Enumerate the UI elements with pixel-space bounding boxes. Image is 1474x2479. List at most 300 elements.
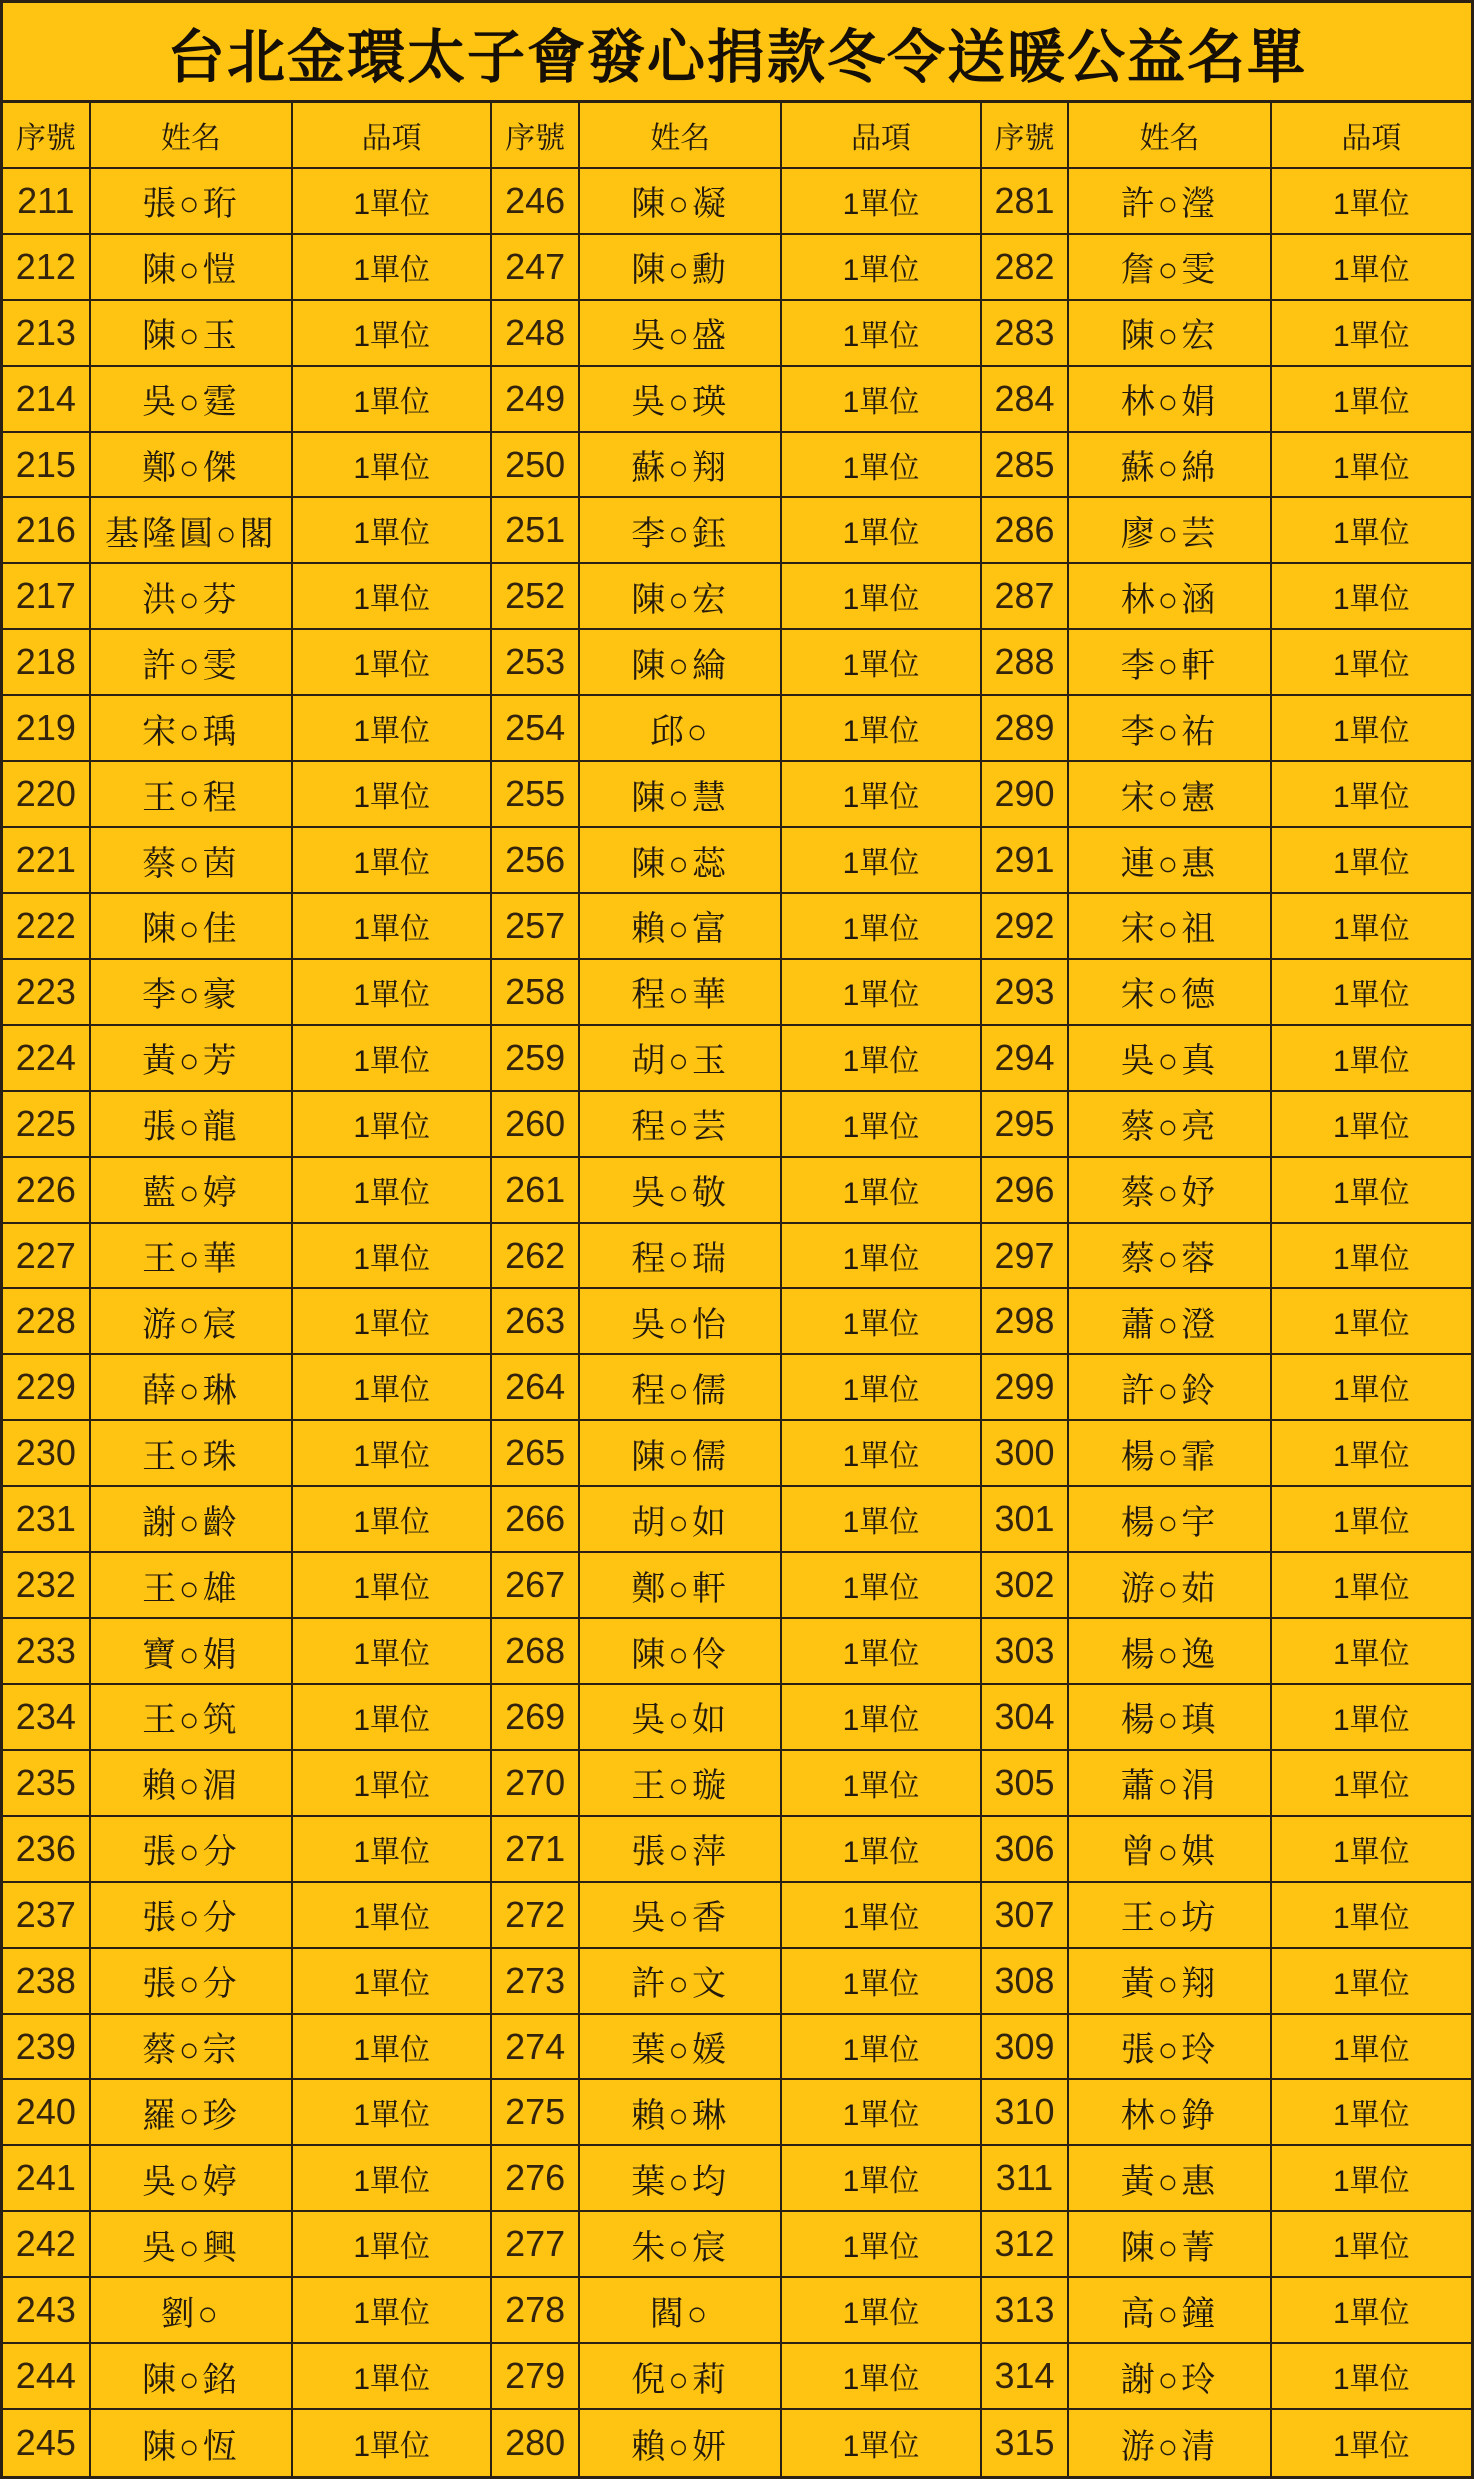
- name-cell: 陳○佳: [91, 894, 293, 960]
- name-cell: 寶○娟: [91, 1619, 293, 1685]
- serial-cell: 223: [3, 960, 91, 1026]
- item-cell: 1單位: [782, 630, 981, 696]
- item-cell: 1單位: [1332, 2430, 1410, 2464]
- serial-cell: 232: [3, 1553, 91, 1619]
- item-cell: 1單位: [782, 2146, 981, 2212]
- serial-cell: 247: [492, 235, 580, 301]
- serial-cell: 291: [982, 828, 1070, 894]
- name-cell: 廖○芸: [1069, 498, 1271, 564]
- serial-cell: 303: [982, 1619, 1070, 1685]
- item-cell: 1單位: [782, 1421, 981, 1487]
- name-cell: 吳○香: [580, 1883, 782, 1949]
- serial-cell: 217: [3, 564, 91, 630]
- serial-cell: 288: [982, 630, 1070, 696]
- item-cell: 1單位: [1272, 1685, 1471, 1751]
- item-cell: 1單位: [782, 960, 981, 1026]
- serial-cell: 275: [492, 2080, 580, 2146]
- serial-cell: 268: [492, 1619, 580, 1685]
- name-cell: 倪○莉: [580, 2344, 782, 2410]
- serial-cell: 284: [982, 367, 1070, 433]
- name-cell: 陳○銘: [91, 2344, 293, 2410]
- name-cell: 葉○媛: [580, 2015, 782, 2081]
- serial-cell: 263: [492, 1289, 580, 1355]
- serial-cell: 302: [982, 1553, 1070, 1619]
- item-cell: 1單位: [1272, 2015, 1471, 2081]
- serial-cell: 254: [492, 696, 580, 762]
- name-cell: 蘇○綿: [1069, 433, 1271, 499]
- name-cell: 賴○富: [580, 894, 782, 960]
- name-cell: 程○瑞: [580, 1224, 782, 1290]
- serial-cell: 237: [3, 1883, 91, 1949]
- serial-cell: 221: [3, 828, 91, 894]
- item-cell: 1單位: [782, 2080, 981, 2146]
- name-header: 姓名: [1069, 103, 1271, 169]
- serial-cell: 271: [492, 1817, 580, 1883]
- serial-header: 序號: [3, 103, 91, 169]
- item-cell: 1單位: [293, 1092, 492, 1158]
- item-cell: 1單位: [1272, 1289, 1471, 1355]
- donor-grid: [3, 103, 1471, 2476]
- serial-cell: 313: [982, 2278, 1070, 2344]
- item-cell: 1單位: [782, 2410, 981, 2476]
- name-cell: 吳○盛: [580, 301, 782, 367]
- serial-cell: 213: [3, 301, 91, 367]
- page-title: 台北金環太子會發心捐款冬令送暖公益名單: [3, 3, 1471, 103]
- name-cell: 王○珠: [91, 1421, 293, 1487]
- name-cell: 楊○霏: [1069, 1421, 1271, 1487]
- name-cell: 王○華: [91, 1224, 293, 1290]
- serial-header: 序號: [492, 103, 580, 169]
- name-cell: 鄭○軒: [580, 1553, 782, 1619]
- name-cell: 程○儒: [580, 1355, 782, 1421]
- serial-cell: 277: [492, 2212, 580, 2278]
- name-cell: 許○文: [580, 1949, 782, 2015]
- serial-cell: 281: [982, 169, 1070, 235]
- name-cell: 許○雯: [91, 630, 293, 696]
- item-cell: 1單位: [782, 2212, 981, 2278]
- serial-cell: 306: [982, 1817, 1070, 1883]
- serial-cell: 256: [492, 828, 580, 894]
- name-cell: 陳○凝: [580, 169, 782, 235]
- serial-cell: 242: [3, 2212, 91, 2278]
- item-cell: 1單位: [293, 367, 492, 433]
- name-cell: 蔡○妤: [1069, 1158, 1271, 1224]
- name-cell: 陳○慧: [580, 762, 782, 828]
- item-cell: 1單位: [1272, 1355, 1471, 1421]
- item-cell: 1單位: [782, 2344, 981, 2410]
- serial-cell: 272: [492, 1883, 580, 1949]
- name-cell: 李○軒: [1069, 630, 1271, 696]
- serial-cell: 261: [492, 1158, 580, 1224]
- serial-cell: 239: [3, 2015, 91, 2081]
- serial-cell: 273: [492, 1949, 580, 2015]
- item-cell: 1單位: [782, 1224, 981, 1290]
- item-cell: 1單位: [293, 1883, 492, 1949]
- serial-cell: 259: [492, 1026, 580, 1092]
- serial-cell: 240: [3, 2080, 91, 2146]
- serial-cell: 264: [492, 1355, 580, 1421]
- item-cell: 1單位: [293, 1619, 492, 1685]
- name-cell: 王○坊: [1069, 1883, 1271, 1949]
- name-cell: 黃○翔: [1069, 1949, 1271, 2015]
- name-cell: 楊○瑱: [1069, 1685, 1271, 1751]
- item-cell: 1單位: [1272, 2212, 1471, 2278]
- name-cell: 基隆圓○閣: [91, 498, 293, 564]
- item-cell: 1單位: [1272, 960, 1471, 1026]
- name-cell: 吳○如: [580, 1685, 782, 1751]
- serial-cell: 292: [982, 894, 1070, 960]
- serial-cell: 304: [982, 1685, 1070, 1751]
- item-cell: 1單位: [782, 2015, 981, 2081]
- item-cell: 1單位: [782, 1158, 981, 1224]
- item-cell: 1單位: [1272, 2080, 1471, 2146]
- name-cell: 陳○宏: [1069, 301, 1271, 367]
- item-cell: 1單位: [293, 960, 492, 1026]
- item-cell: 1單位: [1272, 696, 1471, 762]
- name-cell: 楊○宇: [1069, 1487, 1271, 1553]
- serial-cell: 286: [982, 498, 1070, 564]
- item-cell: 1單位: [1272, 1026, 1471, 1092]
- name-cell: 李○鈺: [580, 498, 782, 564]
- name-cell: 王○雄: [91, 1553, 293, 1619]
- serial-cell: 278: [492, 2278, 580, 2344]
- item-cell: 1單位: [293, 1421, 492, 1487]
- serial-cell: 238: [3, 1949, 91, 2015]
- item-cell: 1單位: [782, 2278, 981, 2344]
- serial-cell: 274: [492, 2015, 580, 2081]
- name-cell: 朱○宸: [580, 2212, 782, 2278]
- serial-cell: 285: [982, 433, 1070, 499]
- item-cell: 1單位: [1272, 433, 1471, 499]
- name-cell: 張○玲: [1069, 2015, 1271, 2081]
- item-cell: 1單位: [1272, 1487, 1471, 1553]
- item-cell: 1單位: [293, 1751, 492, 1817]
- item-cell: 1單位: [782, 1487, 981, 1553]
- item-cell: 1單位: [782, 301, 981, 367]
- item-cell: 1單位: [782, 696, 981, 762]
- name-cell: 陳○綸: [580, 630, 782, 696]
- serial-cell: 241: [3, 2146, 91, 2212]
- serial-cell: 312: [982, 2212, 1070, 2278]
- item-cell: 1單位: [1272, 2278, 1471, 2344]
- serial-cell: 214: [3, 367, 91, 433]
- name-cell: 張○珩: [91, 169, 293, 235]
- serial-cell: 219: [3, 696, 91, 762]
- serial-cell: 230: [3, 1421, 91, 1487]
- name-cell: 謝○齡: [91, 1487, 293, 1553]
- name-cell: 程○芸: [580, 1092, 782, 1158]
- name-cell: 羅○珍: [91, 2080, 293, 2146]
- name-cell: 張○分: [91, 1949, 293, 2015]
- item-cell: 1單位: [293, 2146, 492, 2212]
- item-cell: 1單位: [782, 1092, 981, 1158]
- serial-cell: 225: [3, 1092, 91, 1158]
- serial-cell: 226: [3, 1158, 91, 1224]
- item-cell: 1單位: [1272, 1224, 1471, 1290]
- item-cell: 1單位: [293, 2212, 492, 2278]
- item-cell: 1單位: [782, 1883, 981, 1949]
- serial-cell: 282: [982, 235, 1070, 301]
- item-cell: 1單位: [293, 762, 492, 828]
- item-cell: 1單位: [293, 630, 492, 696]
- name-cell: 張○分: [91, 1817, 293, 1883]
- name-cell: 連○惠: [1069, 828, 1271, 894]
- item-cell: 1單位: [293, 2344, 492, 2410]
- item-cell: 1單位: [1272, 498, 1471, 564]
- item-cell: 1單位: [782, 828, 981, 894]
- serial-cell: 311: [982, 2146, 1070, 2212]
- name-cell: 賴○琳: [580, 2080, 782, 2146]
- item-cell: 1單位: [293, 1026, 492, 1092]
- serial-cell: 307: [982, 1883, 1070, 1949]
- name-cell: 鄭○傑: [91, 433, 293, 499]
- serial-cell: 279: [492, 2344, 580, 2410]
- name-cell: 胡○如: [580, 1487, 782, 1553]
- name-cell: 吳○婷: [91, 2146, 293, 2212]
- item-cell: 1單位: [293, 1553, 492, 1619]
- serial-cell: 246: [492, 169, 580, 235]
- item-cell: 1單位: [293, 1158, 492, 1224]
- item-cell: 1單位: [1272, 169, 1471, 235]
- item-cell: 1單位: [293, 169, 492, 235]
- name-cell: 吳○霆: [91, 367, 293, 433]
- item-header: 品項: [782, 103, 981, 169]
- item-cell: 1單位: [293, 433, 492, 499]
- serial-cell: 295: [982, 1092, 1070, 1158]
- serial-cell: 227: [3, 1224, 91, 1290]
- name-cell: 張○分: [91, 1883, 293, 1949]
- serial-cell: 251: [492, 498, 580, 564]
- item-cell: 1單位: [1272, 235, 1471, 301]
- item-header: 品項: [293, 103, 492, 169]
- serial-cell: 309: [982, 2015, 1070, 2081]
- name-cell: 陳○伶: [580, 1619, 782, 1685]
- name-cell: 陳○菁: [1069, 2212, 1271, 2278]
- name-cell: 曾○娸: [1069, 1817, 1271, 1883]
- item-cell: 1單位: [293, 1289, 492, 1355]
- name-cell: 宋○祖: [1069, 894, 1271, 960]
- serial-cell: 294: [982, 1026, 1070, 1092]
- name-cell: 吳○瑛: [580, 367, 782, 433]
- serial-cell: 314: [982, 2344, 1070, 2410]
- serial-cell: 260: [492, 1092, 580, 1158]
- serial-cell: 233: [3, 1619, 91, 1685]
- name-cell: 宋○瑀: [91, 696, 293, 762]
- item-cell: 1單位: [1272, 1421, 1471, 1487]
- serial-cell: 283: [982, 301, 1070, 367]
- name-cell: 游○宸: [91, 1289, 293, 1355]
- serial-cell: 211: [3, 169, 91, 235]
- item-cell: 1單位: [1272, 894, 1471, 960]
- serial-cell: 310: [982, 2080, 1070, 2146]
- serial-cell: 220: [3, 762, 91, 828]
- item-cell: 1單位: [293, 696, 492, 762]
- item-cell: 1單位: [782, 1026, 981, 1092]
- serial-cell: 265: [492, 1421, 580, 1487]
- serial-cell: 276: [492, 2146, 580, 2212]
- name-cell: 李○豪: [91, 960, 293, 1026]
- name-cell: 宋○憲: [1069, 762, 1271, 828]
- name-cell: 吳○真: [1069, 1026, 1271, 1092]
- name-cell: 葉○均: [580, 2146, 782, 2212]
- item-cell: 1單位: [293, 2410, 492, 2476]
- item-cell: 1單位: [782, 433, 981, 499]
- item-cell: 1單位: [782, 894, 981, 960]
- item-cell: 1單位: [293, 894, 492, 960]
- item-cell: 1單位: [782, 1685, 981, 1751]
- name-cell: 吳○敬: [580, 1158, 782, 1224]
- item-cell: 1單位: [1272, 630, 1471, 696]
- serial-cell: 298: [982, 1289, 1070, 1355]
- serial-cell: 231: [3, 1487, 91, 1553]
- serial-cell: 270: [492, 1751, 580, 1817]
- item-cell: 1單位: [1272, 762, 1471, 828]
- name-cell: 游○茹: [1069, 1553, 1271, 1619]
- item-cell: 1單位: [293, 2278, 492, 2344]
- name-cell: 黃○惠: [1069, 2146, 1271, 2212]
- serial-cell: 216: [3, 498, 91, 564]
- item-cell: 1單位: [1272, 1751, 1471, 1817]
- name-cell: 陳○蕊: [580, 828, 782, 894]
- item-cell: 1單位: [782, 1553, 981, 1619]
- name-cell: 王○筑: [91, 1685, 293, 1751]
- item-cell: 1單位: [293, 1355, 492, 1421]
- serial-cell: 267: [492, 1553, 580, 1619]
- item-cell: 1單位: [782, 1817, 981, 1883]
- serial-cell: 269: [492, 1685, 580, 1751]
- item-cell: 1單位: [1272, 828, 1471, 894]
- item-cell: 1單位: [1272, 1619, 1471, 1685]
- name-cell: 黃○芳: [91, 1026, 293, 1092]
- serial-cell: 308: [982, 1949, 1070, 2015]
- name-cell: 蔡○亮: [1069, 1092, 1271, 1158]
- serial-cell: 305: [982, 1751, 1070, 1817]
- serial-cell: 245: [3, 2410, 91, 2476]
- item-cell: 1單位: [782, 169, 981, 235]
- name-cell: 薛○琳: [91, 1355, 293, 1421]
- item-cell: 1單位: [1272, 367, 1471, 433]
- name-cell: 蘇○翔: [580, 433, 782, 499]
- item-cell: 1單位: [782, 564, 981, 630]
- serial-cell: 257: [492, 894, 580, 960]
- item-cell: 1單位: [293, 2015, 492, 2081]
- name-cell: 蔡○宗: [91, 2015, 293, 2081]
- name-cell: 蕭○澄: [1069, 1289, 1271, 1355]
- item-cell: 1單位: [1272, 1092, 1471, 1158]
- serial-cell: 224: [3, 1026, 91, 1092]
- name-cell: 王○璇: [580, 1751, 782, 1817]
- item-header: 品項: [1272, 103, 1471, 169]
- item-cell: 1單位: [293, 498, 492, 564]
- name-cell: 陳○宏: [580, 564, 782, 630]
- serial-cell: 280: [492, 2410, 580, 2476]
- serial-cell: 299: [982, 1355, 1070, 1421]
- item-cell: 1單位: [782, 367, 981, 433]
- name-header: 姓名: [580, 103, 782, 169]
- item-cell: 1單位: [1272, 1949, 1471, 2015]
- name-cell: 詹○雯: [1069, 235, 1271, 301]
- name-cell: 閻○: [580, 2278, 782, 2344]
- name-cell: 謝○玲: [1069, 2344, 1271, 2410]
- name-cell: 蕭○涓: [1069, 1751, 1271, 1817]
- name-cell: 陳○玉: [91, 301, 293, 367]
- item-cell: 1單位: [782, 1289, 981, 1355]
- name-cell: 林○錚: [1069, 2080, 1271, 2146]
- name-cell: 劉○: [91, 2278, 293, 2344]
- name-cell: 吳○興: [91, 2212, 293, 2278]
- item-cell: 1單位: [293, 1949, 492, 2015]
- serial-cell: 243: [3, 2278, 91, 2344]
- serial-cell: 296: [982, 1158, 1070, 1224]
- name-cell: 吳○怡: [580, 1289, 782, 1355]
- serial-cell: 253: [492, 630, 580, 696]
- serial-cell: 248: [492, 301, 580, 367]
- name-cell: 游○清: [1069, 2410, 1271, 2476]
- item-cell: 1單位: [1272, 2146, 1471, 2212]
- serial-cell: 250: [492, 433, 580, 499]
- serial-cell: 315: [982, 2410, 1070, 2476]
- item-cell: 1單位: [293, 1685, 492, 1751]
- serial-cell: 215: [3, 433, 91, 499]
- name-cell: 陳○勳: [580, 235, 782, 301]
- serial-cell: 258: [492, 960, 580, 1026]
- item-cell: 1單位: [1272, 1883, 1471, 1949]
- name-cell: 蔡○茵: [91, 828, 293, 894]
- serial-cell: 234: [3, 1685, 91, 1751]
- serial-cell: 249: [492, 367, 580, 433]
- name-cell: 賴○湄: [91, 1751, 293, 1817]
- item-cell: 1單位: [782, 1751, 981, 1817]
- name-cell: 李○祐: [1069, 696, 1271, 762]
- serial-cell: 290: [982, 762, 1070, 828]
- item-cell: 1單位: [1272, 2344, 1471, 2410]
- name-cell: 胡○玉: [580, 1026, 782, 1092]
- serial-cell: 235: [3, 1751, 91, 1817]
- name-cell: 許○鈴: [1069, 1355, 1271, 1421]
- serial-cell: 297: [982, 1224, 1070, 1290]
- item-cell: 1單位: [782, 1619, 981, 1685]
- item-cell: 1單位: [293, 235, 492, 301]
- item-cell: 1單位: [782, 498, 981, 564]
- name-cell: 王○程: [91, 762, 293, 828]
- item-cell: 1單位: [782, 235, 981, 301]
- serial-cell: 301: [982, 1487, 1070, 1553]
- item-cell: 1單位: [1272, 564, 1471, 630]
- name-header: 姓名: [91, 103, 293, 169]
- serial-cell: 218: [3, 630, 91, 696]
- item-cell: 1單位: [782, 762, 981, 828]
- item-cell: 1單位: [1272, 301, 1471, 367]
- serial-cell: 228: [3, 1289, 91, 1355]
- item-cell: 1單位: [293, 1224, 492, 1290]
- item-cell: 1單位: [293, 828, 492, 894]
- serial-cell: 287: [982, 564, 1070, 630]
- serial-cell: 293: [982, 960, 1070, 1026]
- serial-cell: 212: [3, 235, 91, 301]
- name-cell: 張○龍: [91, 1092, 293, 1158]
- name-cell: 陳○恆: [91, 2410, 293, 2476]
- name-cell: 藍○婷: [91, 1158, 293, 1224]
- name-cell: 洪○芬: [91, 564, 293, 630]
- item-cell: 1單位: [293, 1487, 492, 1553]
- item-cell: 1單位: [293, 2080, 492, 2146]
- serial-cell: 229: [3, 1355, 91, 1421]
- item-cell: 1單位: [293, 301, 492, 367]
- item-cell: 1單位: [293, 1817, 492, 1883]
- serial-cell: 236: [3, 1817, 91, 1883]
- serial-cell: 289: [982, 696, 1070, 762]
- name-cell: 許○瀅: [1069, 169, 1271, 235]
